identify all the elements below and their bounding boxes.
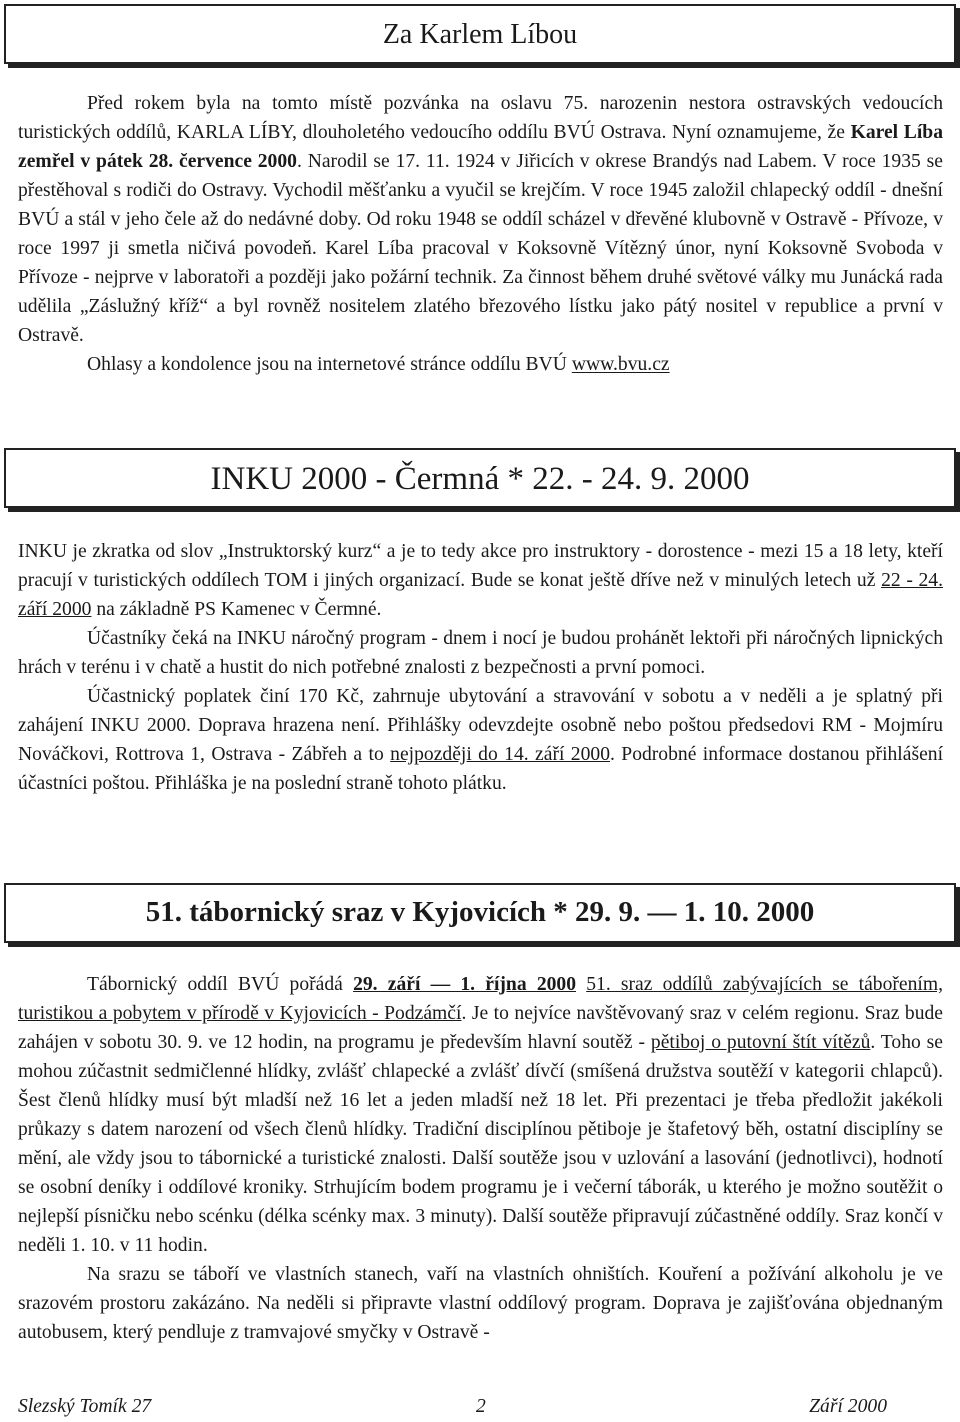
footer-page-number: 2 [476, 1396, 486, 1417]
website-link[interactable]: www.bvu.cz [571, 354, 670, 375]
article-title-box [4, 883, 956, 943]
underlined-text: 29. září — 1. října 2000 [353, 974, 577, 995]
underlined-text: 51. sraz oddílů zabývajících se tábořením, turistikou a pobytem v přírodě v Kyjovicích - Podzámčí [18, 974, 943, 1024]
article-heading: Za Karlem Líbou [382, 19, 578, 50]
footer-date: Září 2000 [809, 1396, 887, 1417]
paragraph [18, 89, 943, 350]
bold-text: Karel Líba zemřel v pátek 28. července 2000 [18, 122, 943, 172]
text-run: Ohlasy a kondolence jsou na internetové stránce oddílu BVÚ [87, 354, 572, 375]
text-run: Před rokem byla na tomto místě pozvánka na oslavu 75. narozenin nestora ostravských vedoucích turistických oddílů, KARLA LÍBY, dlouholetého vedoucího oddílu BVÚ Ostrava. Nyní oznamujeme, že [18, 93, 943, 143]
underlined-text: nejpozději do 14. září 2000 [390, 744, 610, 765]
text-run: na základně PS Kamenec v Čermné. [91, 599, 382, 620]
paragraph [18, 970, 943, 1260]
paragraph [18, 350, 943, 379]
text-run: Účastnický poplatek činí 170 Kč, zahrnuje ubytování a stravování v sobotu a v neděli a je splatný při zahájení INKU 2000. Doprava hrazena není. Přihlášky odevzdejte osobně nebo poštou předsedovi RM - Mojmíru Nováčkovi, Rottrova 1, Ostrava - Zábřeh a to [18, 686, 943, 765]
paragraph [18, 537, 943, 624]
article-body [18, 89, 943, 379]
article-heading: 51. tábornický sraz v Kyjovicích * 29. 9. — 1. 10. 2000 [145, 896, 815, 928]
text-run: . Toho se mohou zúčastnit sedmičlenné hlídky, zvlášť chlapecké a zvlášť dívčí (smíšená družstva soutěží v kategorii chlapců). Šest členů hlídky musí být mladší než 16 let a jeden mladší než 18 let. Při prezentaci je třeba předložit jakékoli průkazy s datem narození od všech členů hlídky. Tradiční disciplínou pětiboje je štafetový běh, ostatní disciplíny se mění, ale vždy jsou to tábornické a turistické znalosti. Další soutěže jsou v uzlování a lasování (jednotlivci), hodnotí se osobní deníky i oddílové kroniky. Strhujícím bodem programu je i večerní táborák, u kterého je možno soutěžit o nejlepší písničku nebo scénku (délka scénky max. 3 minuty). Další soutěže připravují zúčastněné oddíly. Sraz končí v neděli 1. 10. v 11 hodin. [18, 1032, 943, 1256]
article-body [18, 970, 943, 1347]
paragraph [18, 1260, 943, 1347]
paragraph [18, 624, 943, 682]
text-run: Na srazu se táboří ve vlastních stanech, vaří na vlastních ohništích. Kouření a požívání alkoholu je ve srazovém prostoru zakázáno. Na neděli si připravte vlastní oddílový program. Doprava je zajišťována objednaným autobusem, který pendluje z tramvajové smyčky v Ostravě - [18, 1264, 943, 1343]
text-run: Tábornický oddíl BVÚ pořádá [87, 974, 354, 995]
article-title-box [4, 4, 956, 64]
underlined-text: pětiboj o putovní štít vítězů [650, 1032, 871, 1053]
text-run [576, 974, 586, 995]
footer-publication: Slezský Tomík 27 [18, 1396, 152, 1417]
text-run: . Narodil se 17. 11. 1924 v Jiřicích v okrese Brandýs nad Labem. V roce 1935 se přestěhoval s rodiči do Ostravy. Vychodil měšťanku a vyučil se krejčím. V roce 1945 založil chlapecký oddíl - dnešní BVÚ a stál v jeho čele až do nedávné doby. Od roku 1948 se oddíl scházel v dřevěné klubovně v Ostravě - Přívoze, v roce 1997 ji smetla ničivá povodeň. Karel Líba pracoval v Koksovně Vítězný únor, nyní Koksovně Svoboda v Přívoze - nejprve v laboratoři a později jako požární technik. Za činnost během druhé světové války mu Junácká rada udělila „Záslužný kříž“ a byl rovněž nositelem zlatého březového lístku jako pátý nositel v republice a první v Ostravě. [18, 151, 943, 346]
article-title-box [4, 448, 956, 508]
underlined-text: 22 - 24. září 2000 [18, 570, 943, 620]
text-run: . Podrobné informace dostanou přihlášení účastníci poštou. Přihláška je na poslední straně tohoto plátku. [18, 744, 944, 794]
article-heading: INKU 2000 - Čermná * 22. - 24. 9. 2000 [210, 461, 750, 497]
page-footer [18, 1396, 943, 1422]
text-run: INKU je zkratka od slov „Instruktorský kurz“ a je to tedy akce pro instruktory - dorostence - mezi 15 a 18 lety, kteří pracují v turistických oddílech TOM i jiných organizací. Bude se konat ještě dříve než v minulých letech už [18, 541, 943, 591]
text-run: . Je to nejvíce navštěvovaný sraz v celém regionu. Sraz bude zahájen v sobotu 30. 9. ve 12 hodin, na programu je především hlavní soutěž - [18, 1003, 944, 1053]
article-body [18, 537, 943, 798]
text-run: Účastníky čeká na INKU náročný program - dnem i nocí je budou prohánět lektoři při náročných lipnických hrách v terénu i v chatě a hustit do nich potřebné znalosti z bezpečnosti a první pomoci. [18, 628, 943, 678]
paragraph [18, 682, 943, 798]
